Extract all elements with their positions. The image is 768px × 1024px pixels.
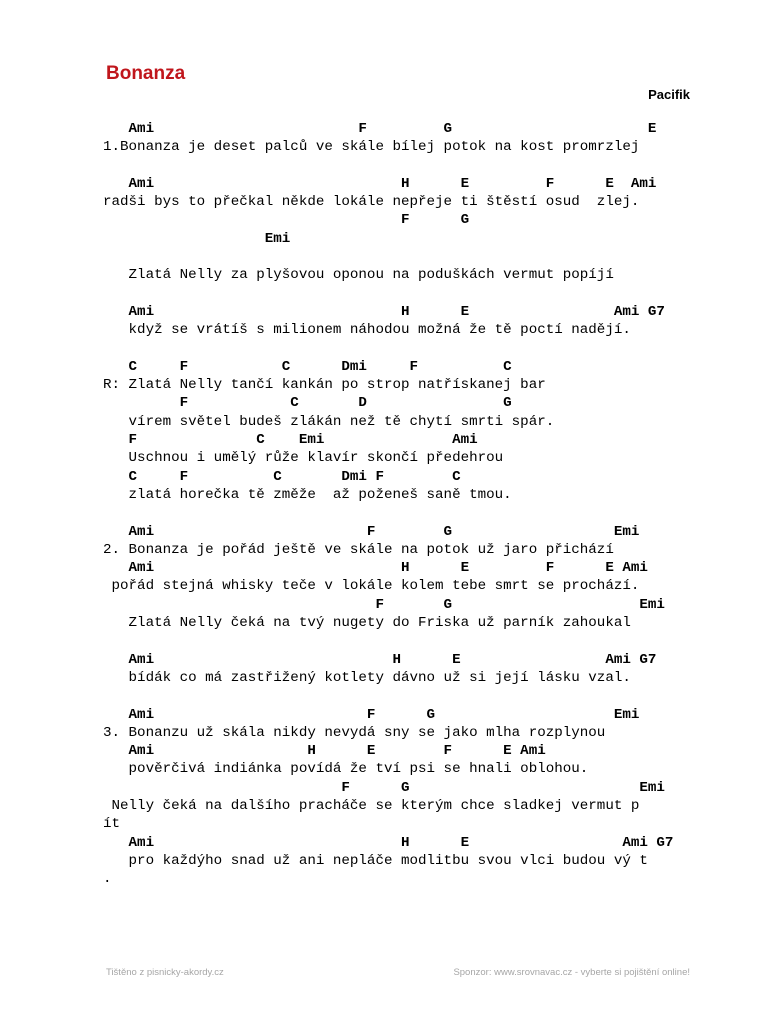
lyric-line: zlatá horečka tě změže až poženeš saně tmou. (103, 486, 512, 503)
lyric-line: 1.Bonanza je deset palců ve skále bílej potok na kost promrzlej (103, 139, 640, 156)
blank-line (103, 632, 673, 650)
blank-line (103, 340, 673, 358)
chord-line: Ami F G E (103, 121, 657, 137)
lyric-line: radši bys to přečkal někde lokále nepřeje ti štěstí osud zlej. (103, 194, 640, 211)
blank-line (103, 248, 673, 266)
blank-line (103, 285, 673, 303)
lyric-line: pro každýho snad už ani nepláče modlitbu svou vlci budou vý t (103, 852, 648, 869)
chord-line: Ami H E Ami G7 (103, 834, 674, 851)
chord-line: F G Emi (103, 596, 665, 613)
chord-sheet (103, 120, 673, 888)
lyric-line: . (103, 871, 112, 888)
lyric-line: ít (103, 816, 121, 833)
song-title: Bonanza (106, 63, 186, 84)
chord-line: Ami H E F E Ami (103, 560, 648, 577)
footer-printed-from: Tištěno z pisnicky-akordy.cz (106, 967, 224, 978)
chord-line: Ami H E F E Ami (103, 175, 657, 192)
lyric-line: pověrčivá indiánka povídá že tví psi se hnali oblohou. (103, 761, 589, 778)
chord-line: F C Emi Ami (103, 432, 478, 449)
blank-line (103, 157, 673, 175)
lyric-line: Nelly čeká na dalšího pracháče se kterým chce sladkej vermut p (103, 797, 640, 814)
lyric-line: Zlatá Nelly čeká na tvý nugety do Friska už parník zahoukal (103, 615, 631, 632)
chord-line: C F C Dmi F C (103, 468, 461, 485)
lyric-line: Zlatá Nelly za plyšovou oponou na poduškách vermut popíjí (103, 267, 614, 284)
lyric-line: Uschnou i umělý růže klavír skončí předehrou (103, 450, 504, 467)
lyric-line: 3. Bonanzu už skála nikdy nevydá sny se jako mlha rozplynou (103, 724, 606, 741)
song-author: Pacifik (648, 87, 690, 102)
lyric-line: R: Zlatá Nelly tančí kankán po strop natřískanej bar (103, 377, 546, 394)
chord-line: C F C Dmi F C (103, 358, 512, 375)
lyric-line: vírem světel budeš zlákán než tě chytí smrti spár. (103, 413, 555, 430)
chord-line: Ami F G Emi (103, 706, 640, 723)
chord-line: Ami H E Ami G7 (103, 651, 657, 668)
lyric-line: bídák co má zastřižený kotlety dávno už si její lásku vzal. (103, 669, 631, 686)
chord-line: F G Emi (103, 779, 665, 796)
blank-line (103, 687, 673, 705)
footer-sponsor: Sponzor: www.srovnavac.cz - vyberte si pojištění online! (453, 967, 690, 978)
lyric-line: když se vrátíš s milionem náhodou možná že tě poctí nadějí. (103, 322, 631, 339)
chord-line: Ami H E F E Ami (103, 743, 546, 760)
chord-line: Ami H E Ami G7 (103, 303, 665, 320)
lyric-line: 2. Bonanza je pořád ještě ve skále na potok už jaro přichází (103, 541, 614, 558)
chord-line: Ami F G Emi (103, 523, 640, 540)
blank-line (103, 504, 673, 522)
chord-line: F G (103, 212, 470, 229)
chord-line: Emi (103, 230, 291, 247)
lyric-line: pořád stejná whisky teče v lokále kolem tebe smrt se prochází. (103, 578, 640, 595)
chord-line: F C D G (103, 395, 512, 412)
